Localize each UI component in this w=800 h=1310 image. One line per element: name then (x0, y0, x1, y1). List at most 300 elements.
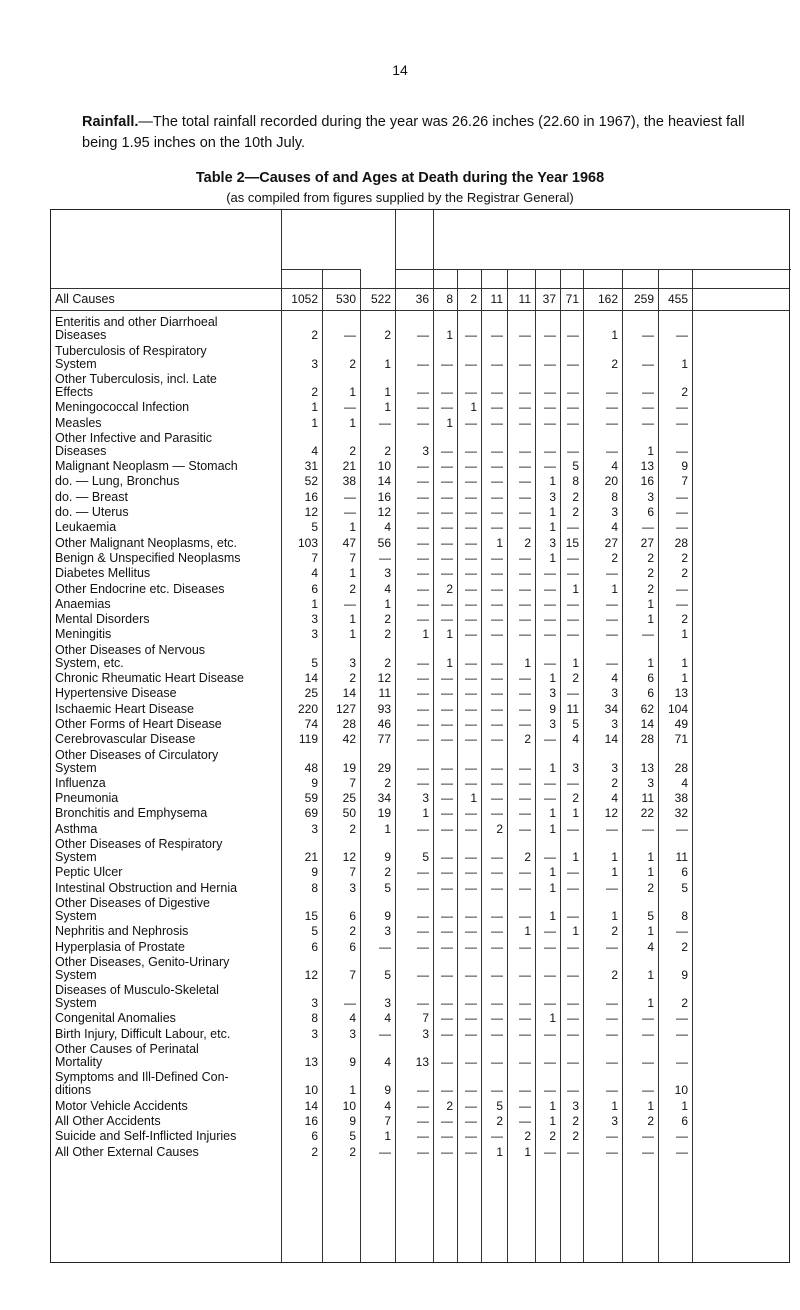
table-cell: 6 (349, 908, 356, 923)
table-cell: — (441, 760, 453, 775)
table-cell: — (465, 550, 477, 565)
table-cell: — (519, 1026, 531, 1041)
table-cell: 2 (349, 443, 356, 458)
table-cell: — (417, 939, 429, 954)
table-cell: — (491, 791, 503, 806)
table-cell: — (491, 581, 503, 596)
header-bottom-line (51, 288, 789, 289)
table-cell: 1 (524, 1144, 531, 1159)
table-cell: — (417, 908, 429, 923)
table-cell: — (519, 566, 531, 581)
table-cell: — (465, 996, 477, 1011)
table-cell: — (491, 612, 503, 627)
table-cell: — (441, 806, 453, 821)
table-cell: 1 (549, 908, 556, 923)
table-cell: 1 (549, 1011, 556, 1026)
table-cell: — (606, 1055, 618, 1069)
table-cell: 127 (335, 701, 356, 716)
table-cell: 5 (384, 880, 391, 895)
table-cell: — (441, 865, 453, 880)
table-cell: 1 (549, 1113, 556, 1128)
table-cell: 1 (470, 791, 477, 806)
table-cell: 2 (681, 566, 688, 581)
table-cell: 77 (377, 732, 391, 747)
table-cell: 2 (524, 535, 531, 550)
table-cell: 3 (311, 356, 318, 371)
table-cell: — (491, 489, 503, 504)
table-cell: — (465, 1026, 477, 1041)
table-cell: 2 (496, 1113, 503, 1128)
table-cell: 1 (524, 655, 531, 670)
table-cell: 2 (647, 550, 654, 565)
row-label-text: Asthma (55, 822, 98, 836)
table-cell: 9 (384, 908, 391, 923)
row-label-text: Measles (55, 416, 102, 430)
table-cell: — (465, 535, 477, 550)
table-cell: 1 (647, 850, 654, 864)
row-label-text: Influenza (55, 776, 106, 790)
table-cell: — (417, 505, 429, 519)
table-cell: 12 (342, 850, 356, 864)
table-cell: — (441, 1144, 453, 1159)
table-cell: — (344, 400, 356, 415)
table-cell: 93 (377, 701, 391, 716)
table-cell: — (519, 489, 531, 504)
table-row-label (55, 293, 283, 306)
table-cell: — (642, 356, 654, 371)
table-cell: — (465, 716, 477, 731)
table-cell: 12 (604, 806, 618, 821)
rainfall-heading: Rainfall. (82, 114, 139, 130)
table-cell: 21 (304, 850, 318, 864)
table-cell: — (676, 924, 688, 939)
table-cell: 15 (304, 908, 318, 923)
table-cell: 4 (349, 1011, 356, 1026)
all-causes-divider (51, 310, 789, 311)
table-cell: — (441, 791, 453, 806)
table-cell: — (417, 612, 429, 627)
table-cell: 4 (572, 732, 579, 747)
table-cell: — (491, 865, 503, 880)
table-cell: 8 (311, 1011, 318, 1026)
table-cell: — (491, 474, 503, 489)
table-cell: 3 (611, 686, 618, 701)
table-cell: — (441, 967, 453, 982)
table-cell: 3 (572, 760, 579, 775)
row-label-text: All Other External Causes (55, 1145, 199, 1159)
row-label-line1: Other Causes of Perinatal (55, 1043, 199, 1056)
table-cell: 12 (304, 505, 318, 519)
row-label-line2: System (55, 996, 97, 1011)
table-cell: 7 (422, 1011, 429, 1026)
table-cell: 6 (647, 686, 654, 701)
table-cell: — (567, 939, 579, 954)
table-cell: — (491, 686, 503, 701)
table-cell: 3 (311, 627, 318, 642)
table-cell: — (465, 671, 477, 685)
table-cell: 9 (384, 1083, 391, 1098)
table-cell: 1 (611, 328, 618, 343)
table-cell: — (544, 596, 556, 611)
table-cell: 13 (304, 1055, 318, 1069)
table-cell: — (519, 701, 531, 716)
table-cell: 71 (674, 732, 688, 747)
table-row-label (55, 733, 283, 746)
row-label-line1: Other Tuberculosis, incl. Late (55, 372, 217, 386)
table-row-label (55, 521, 283, 534)
table-cell: 1 (611, 1098, 618, 1113)
table-cell: — (465, 474, 477, 489)
table-cell: — (465, 732, 477, 747)
table-cell: — (676, 489, 688, 504)
table-cell: — (441, 732, 453, 747)
table-cell: — (642, 1055, 654, 1069)
table-cell: 1 (496, 1144, 503, 1159)
table-cell: 1 (384, 356, 391, 371)
table-cell: 6 (349, 939, 356, 954)
table-cell: — (417, 566, 429, 581)
table-cell: — (465, 686, 477, 701)
table-cell: 3 (549, 716, 556, 731)
table-cell: 28 (674, 760, 688, 775)
table-cell: 5 (681, 880, 688, 895)
table-cell: 7 (681, 474, 688, 489)
table-cell: 1 (524, 924, 531, 939)
table-cell: — (544, 939, 556, 954)
table-cell: 1 (311, 596, 318, 611)
table-cell: — (567, 1144, 579, 1159)
table-row-label (55, 417, 283, 430)
table-cell: — (544, 732, 556, 747)
table-cell: — (676, 1055, 688, 1069)
table-cell: — (465, 384, 477, 399)
table-cell: — (519, 1113, 531, 1128)
table-cell: — (417, 356, 429, 371)
table-cell: 19 (377, 806, 391, 821)
table-cell: 1 (572, 655, 579, 670)
table-cell: 104 (667, 701, 688, 716)
table-cell: 3 (384, 996, 391, 1011)
table-cell: 5 (349, 1129, 356, 1144)
table-cell: — (441, 1011, 453, 1026)
table-cell: 3 (647, 489, 654, 504)
table-cell: — (491, 655, 503, 670)
table-cell: 22 (640, 806, 654, 821)
table-row-label (55, 401, 283, 414)
table-cell: 74 (304, 716, 318, 731)
table-cell: 11 (566, 701, 579, 716)
deaths-table (50, 209, 790, 1263)
table-cell: 3 (384, 924, 391, 939)
table-cell: — (465, 865, 477, 880)
table-cell: 3 (422, 791, 429, 806)
table-cell: — (465, 908, 477, 923)
table-cell: 14 (604, 732, 618, 747)
table-cell: 6 (681, 865, 688, 880)
table-cell: — (465, 1113, 477, 1128)
table-cell: 10 (377, 459, 391, 474)
row-label-text: Meningitis (55, 628, 112, 642)
table-cell: 7 (349, 865, 356, 880)
table-cell: 14 (342, 686, 356, 701)
table-cell: 259 (633, 292, 654, 306)
table-cell: 1 (549, 880, 556, 895)
table-cell: — (606, 996, 618, 1011)
table-cell: — (491, 505, 503, 519)
table-cell: 455 (667, 292, 688, 306)
row-label-line2: System (55, 908, 97, 923)
table-cell: — (642, 1026, 654, 1041)
table-cell: — (417, 701, 429, 716)
table-cell: — (519, 716, 531, 731)
row-label-text: Cerebrovascular Disease (55, 733, 196, 747)
table-cell: 1 (349, 520, 356, 535)
table-cell: — (465, 566, 477, 581)
table-cell: — (344, 328, 356, 343)
table-cell: 2 (446, 1098, 453, 1113)
table-cell: 1 (681, 655, 688, 670)
table-cell: 1 (446, 655, 453, 670)
table-cell: — (491, 384, 503, 399)
table-cell: 1 (572, 850, 579, 864)
table-cell: — (441, 1026, 453, 1041)
table-cell: — (465, 581, 477, 596)
table-cell: 11 (518, 292, 531, 306)
table-cell: 1 (549, 671, 556, 685)
table-row-label (55, 432, 283, 458)
table-row-label (55, 792, 283, 805)
table-cell: 28 (640, 732, 654, 747)
table-row-label (55, 1043, 283, 1069)
table-cell: 1 (549, 760, 556, 775)
table-row-label (55, 552, 283, 565)
table-cell: — (544, 356, 556, 371)
table-cell: 1 (349, 566, 356, 581)
table-cell: — (417, 671, 429, 685)
table-cell: — (491, 701, 503, 716)
table-cell: — (519, 505, 531, 519)
table-cell: — (417, 865, 429, 880)
table-cell: — (491, 671, 503, 685)
table-cell: — (379, 550, 391, 565)
table-cell: — (417, 520, 429, 535)
table-cell: 10 (674, 1083, 688, 1098)
table-cell: — (519, 671, 531, 685)
table-cell: 3 (384, 566, 391, 581)
table-cell: 14 (304, 671, 318, 685)
table-cell: — (441, 716, 453, 731)
table-cell: 12 (377, 671, 391, 685)
table-cell: — (465, 520, 477, 535)
table-cell: 3 (611, 505, 618, 519)
table-cell: 50 (342, 806, 356, 821)
table-cell: — (441, 443, 453, 458)
table-cell: — (544, 443, 556, 458)
table-row-label (55, 1012, 283, 1025)
table-cell: 3 (611, 760, 618, 775)
table-cell: — (491, 328, 503, 343)
table-cell: 9 (311, 865, 318, 880)
table-cell: — (676, 1026, 688, 1041)
table-cell: — (465, 1098, 477, 1113)
table-cell: 14 (304, 1098, 318, 1113)
table-cell: — (441, 535, 453, 550)
table-cell: 2 (681, 384, 688, 399)
table-cell: 4 (384, 1011, 391, 1026)
table-cell: — (642, 384, 654, 399)
table-cell: — (441, 489, 453, 504)
table-cell: 6 (647, 505, 654, 519)
table-cell: 38 (342, 474, 356, 489)
table-row-label (55, 1115, 283, 1128)
table-cell: 4 (384, 1098, 391, 1113)
table-cell: — (567, 550, 579, 565)
table-cell: 1 (384, 596, 391, 611)
table-cell: 56 (377, 535, 391, 550)
table-row-label (55, 373, 283, 399)
table-cell: 1 (572, 581, 579, 596)
table-cell: 2 (647, 566, 654, 581)
table-cell: 522 (370, 292, 391, 306)
table-cell: 1 (349, 415, 356, 430)
table-cell: — (441, 400, 453, 415)
table-cell: 8 (611, 489, 618, 504)
table-cell: 2 (572, 671, 579, 685)
table-cell: 34 (604, 701, 618, 716)
table-cell: 31 (304, 459, 318, 474)
table-cell: 1 (446, 415, 453, 430)
table-row-label (55, 703, 283, 716)
table-cell: — (567, 627, 579, 642)
table-row-label (55, 925, 283, 938)
table-cell: 2 (611, 356, 618, 371)
table-cell: — (465, 701, 477, 716)
table-cell: — (441, 566, 453, 581)
table-cell: — (465, 924, 477, 939)
table-cell: — (417, 732, 429, 747)
table-row-label (55, 777, 283, 790)
table-cell: 9 (384, 850, 391, 864)
table-cell: — (379, 1026, 391, 1041)
table-cell: — (417, 415, 429, 430)
table-row-label (55, 537, 283, 550)
row-label-text: Diabetes Mellitus (55, 567, 151, 581)
table-cell: — (544, 627, 556, 642)
table-row-label (55, 941, 283, 954)
table-cell: 1 (549, 865, 556, 880)
table-cell: 1 (647, 996, 654, 1011)
table-cell: — (465, 443, 477, 458)
row-label-text: Nephritis and Nephrosis (55, 925, 189, 939)
table-cell: 1 (549, 806, 556, 821)
table-cell: 2 (611, 775, 618, 790)
row-label-text: do. — Lung, Bronchus (55, 475, 180, 489)
table-cell: — (567, 384, 579, 399)
table-cell: — (606, 939, 618, 954)
table-cell: — (606, 1026, 618, 1041)
table-cell: 5 (572, 459, 579, 474)
table-cell: — (519, 865, 531, 880)
table-cell: — (491, 760, 503, 775)
table-cell: — (465, 505, 477, 519)
table-cell: — (519, 474, 531, 489)
table-row-label (55, 628, 283, 641)
table-cell: — (606, 1129, 618, 1144)
table-cell: — (567, 1055, 579, 1069)
table-cell: 21 (342, 459, 356, 474)
table-cell: 4 (311, 566, 318, 581)
table-cell: 5 (384, 967, 391, 982)
table-cell: 1 (349, 384, 356, 399)
table-cell: 3 (549, 535, 556, 550)
table-cell: 4 (311, 443, 318, 458)
row-label-line2: Effects (55, 384, 93, 399)
table-cell: — (519, 415, 531, 430)
row-label-text: Congenital Anomalies (55, 1012, 176, 1026)
table-cell: 220 (297, 701, 318, 716)
row-label-line1: Other Diseases, Genito-Urinary (55, 955, 230, 969)
table-cell: 1 (384, 384, 391, 399)
table-cell: 5 (422, 850, 429, 864)
table-cell: — (519, 328, 531, 343)
table-cell: — (441, 612, 453, 627)
table-cell: — (491, 924, 503, 939)
table-row-label (55, 491, 283, 504)
table-cell: 2 (384, 443, 391, 458)
table-cell: 2 (349, 581, 356, 596)
table-cell: — (465, 459, 477, 474)
table-cell: — (544, 328, 556, 343)
table-cell: — (441, 686, 453, 701)
table-cell: 1 (549, 821, 556, 836)
table-cell: 48 (304, 760, 318, 775)
table-cell: — (491, 716, 503, 731)
row-label-text: Chronic Rheumatic Heart Disease (55, 672, 244, 685)
table-cell: — (567, 821, 579, 836)
table-cell: — (417, 474, 429, 489)
row-label-line1: Other Diseases of Nervous (55, 643, 206, 657)
table-cell: — (519, 686, 531, 701)
table-cell: 3 (422, 1026, 429, 1041)
table-cell: 2 (311, 384, 318, 399)
row-label-text: Other Forms of Heart Disease (55, 717, 222, 731)
table-row-label (55, 672, 283, 685)
table-cell: — (491, 459, 503, 474)
table-row-label (55, 644, 283, 670)
table-cell: 1 (549, 520, 556, 535)
table-cell: — (417, 996, 429, 1011)
table-cell: 14 (640, 716, 654, 731)
rainfall-text: —The total rainfall recorded during the year was 26.26 inches (22.60 in 1967), the heaviest fall being 1.95 inches on the 10th July. (82, 114, 745, 151)
row-label-text: Meningococcal Infection (55, 401, 190, 415)
table-cell: — (519, 550, 531, 565)
table-cell: — (491, 1129, 503, 1144)
table-cell: — (544, 775, 556, 790)
table-cell: — (417, 655, 429, 670)
table-cell: 6 (647, 671, 654, 685)
table-cell: 1 (549, 550, 556, 565)
row-label-text: Benign & Unspecified Neoplasms (55, 551, 241, 565)
table-row-label (55, 687, 283, 700)
table-cell: — (417, 550, 429, 565)
table-cell: 1 (422, 806, 429, 821)
table-cell: 28 (342, 716, 356, 731)
table-cell: — (491, 996, 503, 1011)
table-cell: — (606, 566, 618, 581)
table-cell: 9 (311, 775, 318, 790)
table-cell: — (417, 384, 429, 399)
table-cell: — (465, 356, 477, 371)
